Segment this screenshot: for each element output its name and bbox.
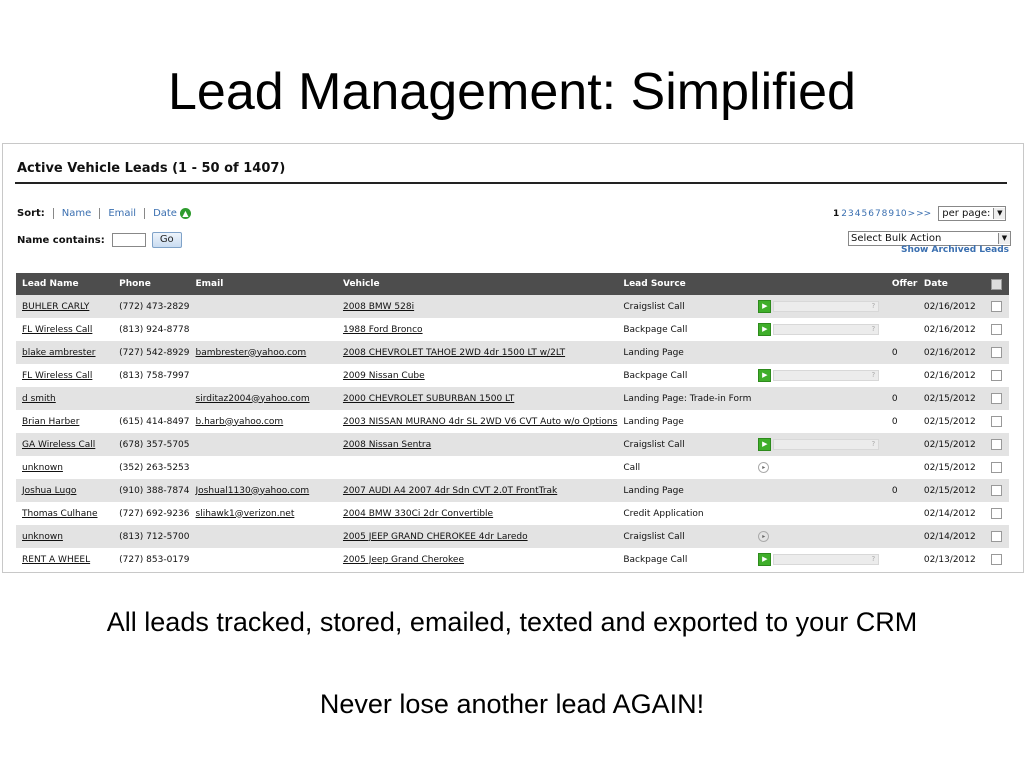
play-icon[interactable]: ▶ — [758, 300, 771, 313]
select-cell — [985, 341, 1009, 364]
audio-progress-bar[interactable] — [773, 301, 879, 312]
lead-name-link[interactable]: GA Wireless Call — [22, 439, 96, 450]
per-page-select[interactable] — [938, 206, 1006, 221]
page-link[interactable]: 3 — [848, 208, 854, 219]
lead-name-cell — [16, 479, 113, 502]
lead-name-link[interactable]: d smith — [22, 393, 56, 404]
vehicle-link[interactable]: 2009 Nissan Cube — [342, 370, 425, 381]
lead-source-cell: Landing Page: Trade-in Form — [617, 387, 752, 410]
lead-source-cell: Call — [617, 456, 752, 479]
offer-cell — [886, 548, 918, 571]
select-cell — [985, 387, 1009, 410]
help-icon: ? — [871, 555, 876, 563]
lead-name-cell — [16, 318, 113, 341]
vehicle-link[interactable]: 2007 AUDI A4 2007 4dr Sdn CVT 2.0T FrontTrak — [342, 485, 558, 496]
page-link[interactable]: 7 — [874, 208, 881, 219]
slide-title: Lead Management: Simplified — [168, 63, 856, 121]
sort-by-name[interactable]: Name — [53, 208, 100, 219]
offer-cell: 0 — [886, 410, 918, 433]
vehicle-link[interactable]: 2000 CHEVROLET SUBURBAN 1500 LT — [342, 393, 515, 404]
phone-cell: (352) 263-5253 — [113, 456, 189, 479]
lead-source-cell: Landing Page — [617, 410, 752, 433]
phone-cell: (615) 414-8497 — [113, 410, 189, 433]
play-icon[interactable]: ▸ — [758, 462, 769, 473]
help-icon: ? — [871, 302, 876, 310]
email-cell — [190, 456, 337, 479]
row-checkbox[interactable] — [991, 462, 1002, 473]
panel-title: Active Vehicle Leads (1 - 50 of 1407) — [17, 161, 286, 176]
play-icon[interactable]: ▶ — [758, 438, 771, 451]
vehicle-cell — [337, 433, 617, 456]
table-row[interactable] — [16, 387, 1009, 410]
lead-name-link[interactable]: blake ambrester — [22, 347, 96, 358]
media-cell — [752, 479, 886, 502]
page-link[interactable]: 10 — [895, 208, 907, 219]
lead-source-cell: Landing Page — [617, 479, 752, 502]
table-row[interactable] — [16, 548, 1009, 571]
media-cell — [752, 295, 886, 318]
date-cell: 02/15/2012 — [918, 479, 985, 502]
vehicle-link[interactable]: 2005 Jeep Grand Cherokee — [342, 554, 465, 565]
audio-progress-bar[interactable] — [773, 554, 879, 565]
table-row[interactable] — [16, 456, 1009, 479]
sort-label: Sort: — [17, 208, 45, 219]
media-cell — [752, 502, 886, 525]
lead-name-cell — [16, 548, 113, 571]
help-icon: ? — [871, 440, 876, 448]
lead-name-link[interactable]: Thomas Culhane — [22, 508, 98, 519]
select-cell — [985, 479, 1009, 502]
vehicle-cell — [337, 387, 617, 410]
audio-progress-bar[interactable] — [773, 439, 879, 450]
sort-ascending-icon[interactable]: ▲ — [180, 208, 191, 219]
media-cell — [752, 456, 886, 479]
select-cell — [985, 433, 1009, 456]
email-cell — [190, 364, 337, 387]
col-offer[interactable]: Offer — [886, 273, 918, 295]
col-phone[interactable]: Phone — [113, 273, 189, 295]
select-cell — [985, 548, 1009, 571]
email-cell — [190, 341, 337, 364]
tagline-primary: All leads tracked, stored, emailed, texted and exported to your CRM — [106, 607, 918, 637]
date-cell: 02/16/2012 — [918, 341, 985, 364]
name-contains-input[interactable] — [112, 233, 146, 247]
date-cell: 02/15/2012 — [918, 433, 985, 456]
offer-cell — [886, 456, 918, 479]
lead-name-link[interactable]: RENT A WHEEL — [22, 554, 91, 565]
lead-name-cell — [16, 364, 113, 387]
vehicle-link[interactable]: 2008 BMW 528i — [342, 301, 415, 312]
lead-name-link[interactable]: unknown — [22, 462, 63, 473]
col-date[interactable]: Date — [918, 273, 985, 295]
phone-cell: (727) 853-0179 — [113, 548, 189, 571]
lead-name-cell — [16, 410, 113, 433]
chevron-down-icon: ▼ — [993, 208, 1005, 219]
vehicle-link[interactable]: 1988 Ford Bronco — [342, 324, 423, 335]
phone-cell: (813) 758-7997 — [113, 364, 189, 387]
select-all-checkbox[interactable] — [991, 279, 1002, 290]
per-page-label: per page: — [942, 208, 991, 219]
media-cell — [752, 410, 886, 433]
lead-source-cell: Credit Application — [617, 502, 752, 525]
email-cell — [190, 433, 337, 456]
sort-bar — [17, 208, 199, 219]
row-checkbox[interactable] — [991, 439, 1002, 450]
phone-cell: (813) 924-8778 — [113, 318, 189, 341]
row-checkbox[interactable] — [991, 485, 1002, 496]
date-cell: 02/16/2012 — [918, 364, 985, 387]
vehicle-cell — [337, 364, 617, 387]
media-cell — [752, 318, 886, 341]
select-cell — [985, 295, 1009, 318]
date-cell: 02/13/2012 — [918, 548, 985, 571]
offer-cell — [886, 295, 918, 318]
table-row[interactable] — [16, 502, 1009, 525]
email-cell — [190, 525, 337, 548]
sort-by-email[interactable]: Email — [99, 208, 144, 219]
lead-name-cell — [16, 525, 113, 548]
bulk-action-value: Select Bulk Action — [851, 233, 942, 244]
lead-name-link[interactable]: Brian Harber — [22, 416, 80, 427]
vehicle-cell — [337, 318, 617, 341]
email-cell — [190, 548, 337, 571]
select-cell — [985, 410, 1009, 433]
row-checkbox[interactable] — [991, 301, 1002, 312]
page-link[interactable]: 6 — [868, 208, 874, 219]
tagline-secondary: Never lose another lead AGAIN! — [319, 689, 705, 719]
table-row[interactable] — [16, 479, 1009, 502]
date-cell: 02/15/2012 — [918, 456, 985, 479]
date-cell: 02/14/2012 — [918, 502, 985, 525]
row-checkbox[interactable] — [991, 393, 1002, 404]
last-page-link[interactable]: >> — [916, 208, 932, 219]
media-cell — [752, 341, 886, 364]
name-filter — [17, 232, 182, 248]
lead-name-cell — [16, 295, 113, 318]
vehicle-cell — [337, 479, 617, 502]
lead-name-link[interactable]: unknown — [22, 531, 63, 542]
sort-by-date[interactable] — [144, 208, 199, 219]
lead-source-cell: Craigslist Call — [617, 295, 752, 318]
table-row[interactable] — [16, 318, 1009, 341]
table-row[interactable] — [16, 410, 1009, 433]
audio-progress-bar[interactable] — [773, 324, 879, 335]
col-lead-name[interactable]: Lead Name — [16, 273, 113, 295]
play-icon[interactable]: ▸ — [758, 531, 769, 542]
lead-name-link[interactable]: FL Wireless Call — [22, 324, 93, 335]
email-cell — [190, 387, 337, 410]
show-archived-link[interactable]: Show Archived Leads — [900, 245, 1009, 255]
table-header-row — [16, 273, 1009, 295]
lead-source-cell: Backpage Call — [617, 548, 752, 571]
lead-source-cell: Backpage Call — [617, 318, 752, 341]
offer-cell: 0 — [886, 387, 918, 410]
current-page: 1 — [833, 208, 840, 219]
table-body — [16, 295, 1009, 571]
offer-cell — [886, 502, 918, 525]
vehicle-cell — [337, 410, 617, 433]
table-row[interactable] — [16, 341, 1009, 364]
lead-name-cell — [16, 502, 113, 525]
email-link[interactable]: sirditaz2004@yahoo.com — [195, 393, 310, 404]
email-link[interactable]: Joshual1130@yahoo.com — [195, 485, 310, 496]
bulk-action-select[interactable] — [848, 231, 1011, 246]
media-cell — [752, 387, 886, 410]
page-link[interactable]: 2 — [841, 208, 847, 219]
date-cell: 02/14/2012 — [918, 525, 985, 548]
email-cell — [190, 318, 337, 341]
play-icon[interactable]: ▶ — [758, 369, 771, 382]
vehicle-cell — [337, 295, 617, 318]
table-row[interactable] — [16, 295, 1009, 318]
phone-cell — [113, 387, 189, 410]
email-cell — [190, 410, 337, 433]
offer-cell — [886, 318, 918, 341]
col-media — [752, 273, 886, 295]
audio-progress-bar[interactable] — [773, 370, 879, 381]
table-row[interactable] — [16, 364, 1009, 387]
play-icon[interactable]: ▶ — [758, 553, 771, 566]
table-row[interactable] — [16, 525, 1009, 548]
page-link[interactable]: 9 — [888, 208, 895, 219]
select-cell — [985, 502, 1009, 525]
lead-name-cell — [16, 387, 113, 410]
col-vehicle[interactable]: Vehicle — [337, 273, 617, 295]
lead-source-cell: Landing Page — [617, 341, 752, 364]
email-cell — [190, 295, 337, 318]
vehicle-link[interactable]: 2005 JEEP GRAND CHEROKEE 4dr Laredo — [342, 531, 528, 542]
vehicle-link[interactable]: 2008 CHEVROLET TAHOE 2WD 4dr 1500 LT w/2LT — [342, 347, 566, 358]
page-link[interactable]: 5 — [861, 208, 868, 219]
phone-cell: (727) 542-8929 — [113, 341, 189, 364]
email-link[interactable]: b.harb@yahoo.com — [195, 416, 284, 427]
media-cell — [752, 548, 886, 571]
row-checkbox[interactable] — [991, 531, 1002, 542]
vehicle-link[interactable]: 2003 NISSAN MURANO 4dr SL 2WD V6 CVT Auto w/o Options — [342, 416, 618, 427]
email-link[interactable]: slihawk1@verizon.net — [195, 508, 295, 519]
vehicle-cell — [337, 341, 617, 364]
email-link[interactable]: bambrester@yahoo.com — [195, 347, 307, 358]
row-checkbox[interactable] — [991, 416, 1002, 427]
offer-cell — [886, 525, 918, 548]
lead-name-cell — [16, 341, 113, 364]
vehicle-cell — [337, 548, 617, 571]
vehicle-link[interactable]: 2004 BMW 330Ci 2dr Convertible — [342, 508, 494, 519]
col-select-all — [985, 273, 1009, 295]
lead-name-link[interactable]: FL Wireless Call — [22, 370, 93, 381]
table-row[interactable] — [16, 433, 1009, 456]
next-page-link[interactable]: > — [907, 208, 916, 219]
row-checkbox[interactable] — [991, 324, 1002, 335]
date-cell: 02/16/2012 — [918, 295, 985, 318]
vehicle-cell — [337, 502, 617, 525]
lead-name-link[interactable]: BUHLER CARLY — [22, 301, 90, 312]
col-email[interactable]: Email — [190, 273, 337, 295]
media-cell — [752, 525, 886, 548]
phone-cell: (772) 473-2829 — [113, 295, 189, 318]
go-button[interactable]: Go — [152, 232, 182, 248]
lead-name-link[interactable]: Joshua Lugo — [22, 485, 77, 496]
phone-cell: (813) 712-5700 — [113, 525, 189, 548]
lead-name-cell — [16, 456, 113, 479]
phone-cell: (678) 357-5705 — [113, 433, 189, 456]
vehicle-cell — [337, 456, 617, 479]
select-cell — [985, 364, 1009, 387]
sort-by-date-label: Date — [153, 208, 177, 219]
row-checkbox[interactable] — [991, 347, 1002, 358]
lead-source-cell: Craigslist Call — [617, 433, 752, 456]
row-checkbox[interactable] — [991, 554, 1002, 565]
offer-cell: 0 — [886, 341, 918, 364]
vehicle-link[interactable]: 2008 Nissan Sentra — [342, 439, 432, 450]
email-cell — [190, 502, 337, 525]
phone-cell: (910) 388-7874 — [113, 479, 189, 502]
name-contains-label: Name contains: — [17, 234, 105, 246]
media-cell — [752, 433, 886, 456]
lead-name-cell — [16, 433, 113, 456]
phone-cell: (727) 692-9236 — [113, 502, 189, 525]
offer-cell — [886, 433, 918, 456]
title-divider — [15, 182, 1007, 184]
page-link[interactable]: 8 — [881, 208, 888, 219]
row-checkbox[interactable] — [991, 370, 1002, 381]
offer-cell — [886, 364, 918, 387]
media-cell — [752, 364, 886, 387]
col-lead-source[interactable]: Lead Source — [617, 273, 752, 295]
vehicle-cell — [337, 525, 617, 548]
row-checkbox[interactable] — [991, 508, 1002, 519]
date-cell: 02/16/2012 — [918, 318, 985, 341]
play-icon[interactable]: ▶ — [758, 323, 771, 336]
select-cell — [985, 318, 1009, 341]
leads-table — [16, 273, 1009, 571]
email-cell — [190, 479, 337, 502]
date-cell: 02/15/2012 — [918, 410, 985, 433]
pagination — [833, 206, 1006, 221]
date-cell: 02/15/2012 — [918, 387, 985, 410]
lead-source-cell: Craigslist Call — [617, 525, 752, 548]
select-cell — [985, 456, 1009, 479]
chevron-down-icon: ▼ — [998, 233, 1010, 244]
select-cell — [985, 525, 1009, 548]
leads-panel — [2, 143, 1024, 573]
offer-cell: 0 — [886, 479, 918, 502]
help-icon: ? — [871, 371, 876, 379]
lead-source-cell: Backpage Call — [617, 364, 752, 387]
help-icon: ? — [871, 325, 876, 333]
page-link[interactable]: 4 — [854, 208, 861, 219]
